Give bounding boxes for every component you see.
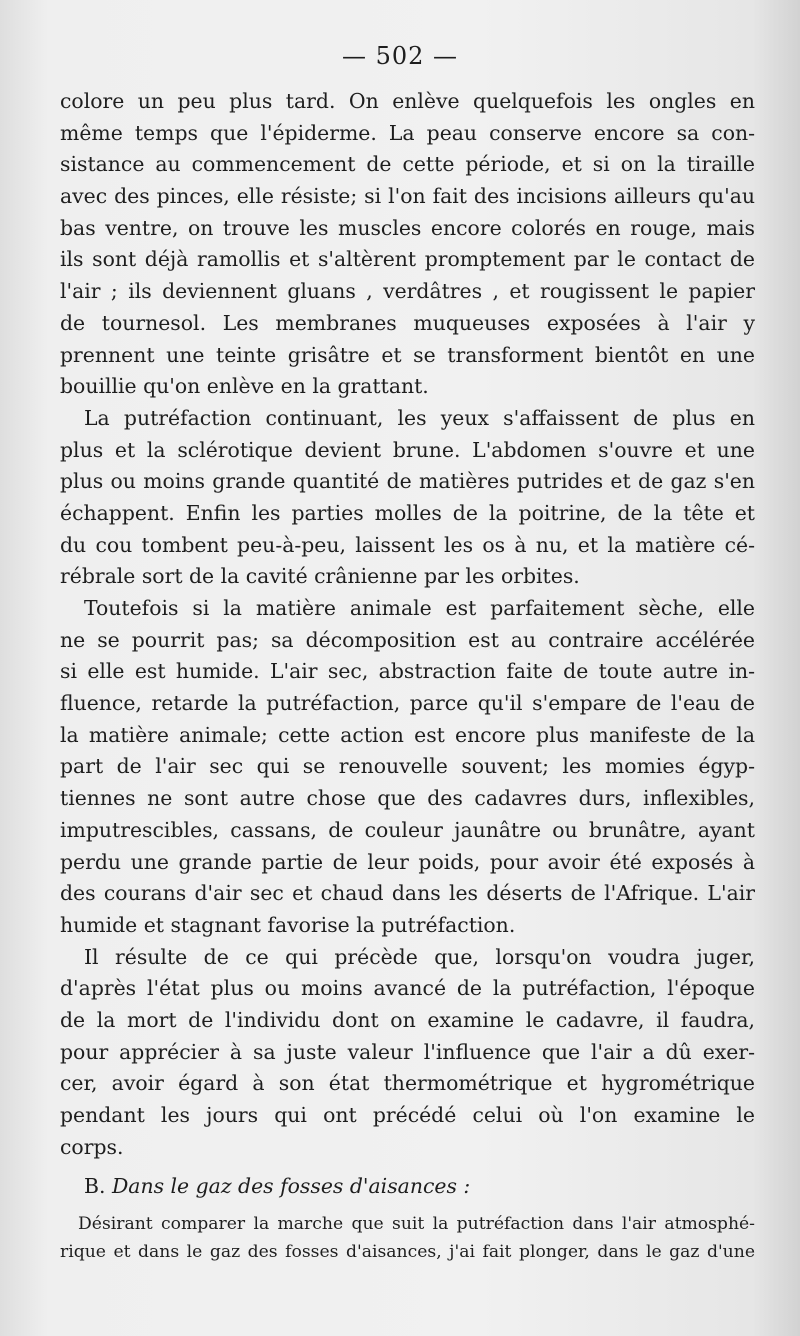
text-line: fluence, retarde la putréfaction, parce qu'il s'empare de l'eau de (60, 691, 755, 716)
text-line: pour apprécier à sa juste valeur l'influence que l'air a dû exer- (60, 1039, 755, 1064)
paragraph (60, 403, 755, 593)
text-line: plus et la sclérotique devient brune. L'abdomen s'ouvre et une (60, 437, 755, 462)
text-line: prennent une teinte grisâtre et se transforment bientôt en une (60, 342, 755, 367)
page-number: — 502 — (341, 42, 459, 70)
text-line: corps. (60, 1134, 124, 1159)
text-line: même temps que l'épiderme. La peau conserve encore sa con- (60, 120, 755, 145)
text-line: colore un peu plus tard. On enlève quelquefois les ongles en (60, 89, 755, 113)
text-line: la matière animale; cette action est encore plus manifeste de la (60, 722, 755, 747)
text-line: échappent. Enfin les parties molles de la poitrine, de la tête et (60, 500, 755, 525)
small-print-paragraph (60, 1210, 755, 1266)
text-line: part de l'air sec qui se renouvelle souvent; les momies égyp- (60, 754, 755, 779)
paragraph (60, 593, 755, 942)
text-line: ne se pourrit pas; sa décomposition est au contraire accélérée (60, 627, 755, 652)
text-line: tiennes ne sont autre chose que des cadavres durs, inflexibles, (60, 786, 755, 811)
text-line: ils sont déjà ramollis et s'altèrent promptement par le contact de (60, 247, 755, 272)
text-line: perdu une grande partie de leur poids, pour avoir été exposés à (60, 849, 755, 874)
section-letter: B. (84, 1174, 106, 1199)
text-line: de la mort de l'individu dont on examine le cadavre, il faudra, (60, 1007, 755, 1032)
text-line: l'air ; ils deviennent gluans , verdâtres , et rougissent le papier (60, 279, 755, 304)
text-line: rique et dans le gaz des fosses d'aisances, j'ai fait plonger, dans le gaz d'une (60, 1242, 755, 1262)
text-line: imputrescibles, cassans, de couleur jaunâtre ou brunâtre, ayant (60, 817, 755, 842)
text-line: Désirant comparer la marche que suit la putréfaction dans l'air atmosphé- (78, 1214, 755, 1234)
text-line: humide et stagnant favorise la putréfaction. (60, 912, 516, 937)
text-line: La putréfaction continuant, les yeux s'affaissent de plus en (84, 405, 755, 430)
text-line: avec des pinces, elle résiste; si l'on fait des incisions ailleurs qu'au (60, 184, 755, 209)
section-title: Dans le gaz des fosses d'aisances : (111, 1174, 471, 1199)
text-line: bouillie qu'on enlève en la grattant. (60, 374, 429, 399)
text-line: pendant les jours qui ont précédé celui où l'on examine le (60, 1103, 755, 1127)
text-line: plus ou moins grande quantité de matières putrides et de gaz s'en (60, 469, 755, 494)
body-text (60, 86, 755, 1203)
paragraph (60, 942, 755, 1164)
text-line: sistance au commencement de cette période, et si on la tiraille (60, 152, 755, 177)
text-line: si elle est humide. L'air sec, abstraction faite de toute autre in- (60, 659, 755, 684)
text-line: de tournesol. Les membranes muqueuses exposées à l'air y (60, 310, 755, 335)
text-line: bas ventre, on trouve les muscles encore colorés en rouge, mais (60, 215, 755, 240)
text-line: rébrale sort de la cavité crânienne par les orbites. (60, 564, 580, 589)
text-line: des courans d'air sec et chaud dans les déserts de l'Afrique. L'air (60, 881, 755, 906)
section-heading (60, 1169, 755, 1203)
text-line: d'après l'état plus ou moins avancé de la putréfaction, l'époque (60, 976, 755, 1001)
text-line: Il résulte de ce qui précède que, lorsqu'on voudra juger, (84, 944, 755, 969)
text-line: Toutefois si la matière animale est parfaitement sèche, elle (84, 596, 755, 620)
text-line: cer, avoir égard à son état thermométrique et hygrométrique (60, 1071, 755, 1096)
paragraph (60, 86, 755, 403)
text-line: du cou tombent peu-à-peu, laissent les os à nu, et la matière cé- (60, 532, 755, 557)
